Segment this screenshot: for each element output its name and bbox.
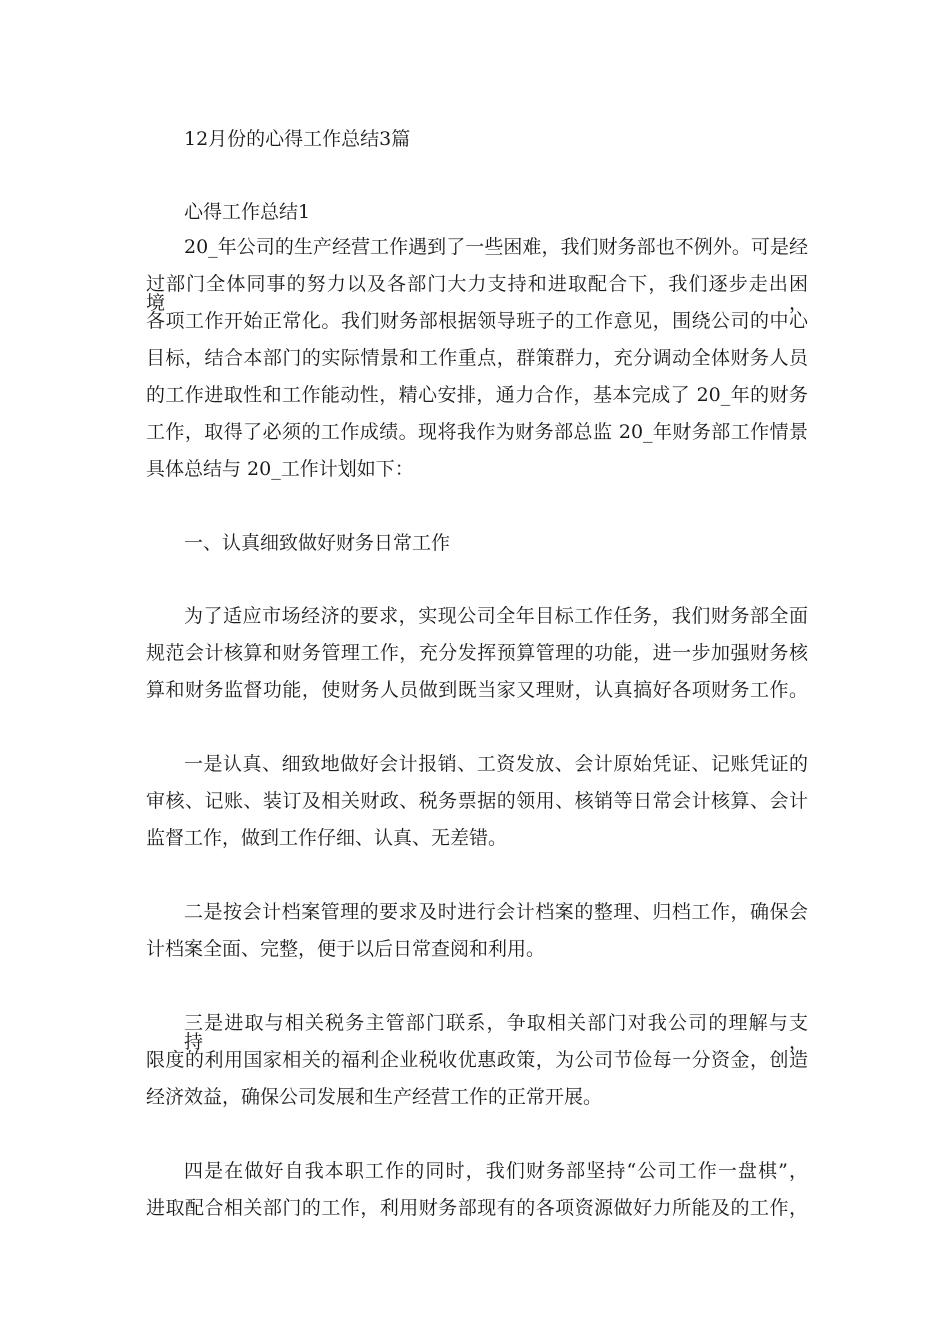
intro-line: 目标，结合本部门的实际情景和工作重点，群策群力，充分调动全体财务人员: [146, 347, 808, 369]
paragraph-line: 二是按会计档案管理的要求及时进行会计档案的整理、归档工作，确保会: [184, 901, 808, 923]
intro-line: 工作，取得了必须的工作成绩。现将我作为财务部总监 20_年财务部工作情景: [146, 421, 808, 443]
intro-line: 过部门全体同事的努力以及各部门大力支持和进取配合下，我们逐步走出困境，: [146, 273, 808, 314]
intro-line: 各项工作开始正常化。我们财务部根据领导班子的工作意见，围绕公司的中心: [146, 310, 808, 332]
paragraph-line: 审核、记账、装订及相关财政、税务票据的领用、核销等日常会计核算、会计: [146, 790, 808, 812]
paragraph-line: 进取配合相关部门的工作，利用财务部现有的各项资源做好力所能及的工作，: [146, 1197, 808, 1219]
paragraph-line: 四是在做好自我本职工作的同时，我们财务部坚持“公司工作一盘棋”，: [184, 1160, 808, 1182]
intro-line: 20_年公司的生产经营工作遇到了一些困难，我们财务部也不例外。可是经: [184, 236, 808, 258]
paragraph-line: 三是进取与相关税务主管部门联系，争取相关部门对我公司的理解与支持，: [184, 1012, 808, 1053]
paragraph-line: 限度的利用国家相关的福利企业税收优惠政策，为公司节俭每一分资金，创造: [146, 1049, 808, 1071]
paragraph-line: 计档案全面、完整，便于以后日常查阅和利用。: [146, 938, 546, 960]
paragraph-line: 为了适应市场经济的要求，实现公司全年目标工作任务，我们财务部全面: [184, 605, 808, 627]
paragraph-line: 一是认真、细致地做好会计报销、工资发放、会计原始凭证、记账凭证的: [184, 753, 808, 775]
paragraph-line: 经济效益，确保公司发展和生产经营工作的正常开展。: [146, 1086, 603, 1108]
paragraph-line: 算和财务监督功能，使财务人员做到既当家又理财，认真搞好各项财务工作。: [146, 679, 808, 701]
paragraph-line: 规范会计核算和财务管理工作，充分发挥预算管理的功能，进一步加强财务核: [146, 642, 808, 664]
section-heading: 一、认真细致做好财务日常工作: [184, 532, 451, 554]
paragraph-line: 监督工作，做到工作仔细、认真、无差错。: [146, 827, 508, 849]
document-title: 12月份的心得工作总结3篇: [184, 128, 411, 150]
section-title: 心得工作总结1: [184, 201, 311, 223]
intro-line: 具体总结与 20_工作计划如下：: [146, 458, 414, 480]
intro-line: 的工作进取性和工作能动性，精心安排，通力合作，基本完成了 20_年的财务: [146, 384, 808, 406]
